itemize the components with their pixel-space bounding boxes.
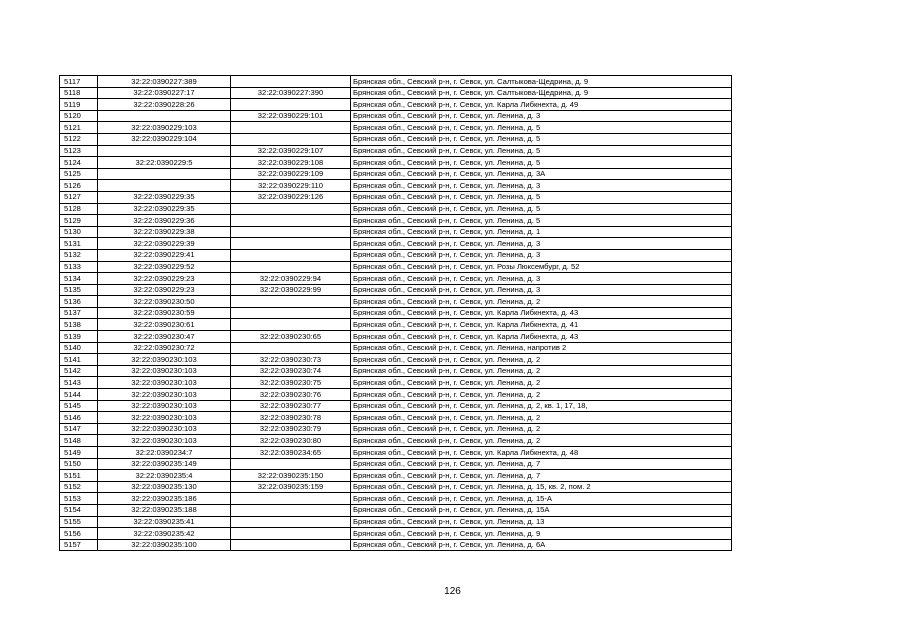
- table-row: [60, 447, 732, 459]
- row-number-cell: 5140: [60, 342, 98, 354]
- address-cell: Брянская обл., Севский р-н, г. Севск, ул. Ленина, д. 5: [351, 145, 732, 157]
- address-cell: Брянская обл., Севский р-н, г. Севск, ул. Ленина, д. 3: [351, 273, 732, 285]
- address-cell: Брянская обл., Севский р-н, г. Севск, ул. Ленина, д. 3: [351, 249, 732, 261]
- table-row: [60, 226, 732, 238]
- registry-table: [59, 75, 732, 551]
- row-number-cell: 5136: [60, 296, 98, 308]
- row-number-cell: 5151: [60, 470, 98, 482]
- row-number-cell: 5128: [60, 203, 98, 215]
- related-cadastral-number-cell: [231, 215, 351, 227]
- row-number-cell: 5146: [60, 412, 98, 424]
- related-cadastral-number-cell: [231, 342, 351, 354]
- cadastral-number-cell: 32:22:0390235:100: [98, 539, 231, 551]
- row-number-cell: 5135: [60, 284, 98, 296]
- related-cadastral-number-cell: [231, 261, 351, 273]
- cadastral-number-cell: 32:22:0390230:103: [98, 365, 231, 377]
- address-cell: Брянская обл., Севский р-н, г. Севск, ул. Ленина, д. 3: [351, 284, 732, 296]
- related-cadastral-number-cell: 32:22:0390230:76: [231, 389, 351, 401]
- address-cell: Брянская обл., Севский р-н, г. Севск, ул. Ленина, д. 5: [351, 203, 732, 215]
- related-cadastral-number-cell: [231, 528, 351, 540]
- row-number-cell: 5134: [60, 273, 98, 285]
- table-row: [60, 377, 732, 389]
- cadastral-number-cell: 32:22:0390230:61: [98, 319, 231, 331]
- cadastral-number-cell: 32:22:0390230:103: [98, 412, 231, 424]
- address-cell: Брянская обл., Севский р-н, г. Севск, ул. Ленина, д. 2, кв. 1, 17, 18,: [351, 400, 732, 412]
- related-cadastral-number-cell: [231, 458, 351, 470]
- table-row: [60, 354, 732, 366]
- row-number-cell: 5133: [60, 261, 98, 273]
- related-cadastral-number-cell: [231, 307, 351, 319]
- address-cell: Брянская обл., Севский р-н, г. Севск, ул. Ленина, д. 3: [351, 180, 732, 192]
- address-cell: Брянская обл., Севский р-н, г. Севск, ул. Ленина, д. 3А: [351, 168, 732, 180]
- related-cadastral-number-cell: 32:22:0390235:150: [231, 470, 351, 482]
- table-row: [60, 249, 732, 261]
- related-cadastral-number-cell: [231, 76, 351, 88]
- cadastral-number-cell: 32:22:0390229:104: [98, 133, 231, 145]
- address-cell: Брянская обл., Севский р-н, г. Севск, ул. Ленина, д. 5: [351, 122, 732, 134]
- row-number-cell: 5130: [60, 226, 98, 238]
- cadastral-number-cell: 32:22:0390230:103: [98, 354, 231, 366]
- address-cell: Брянская обл., Севский р-н, г. Севск, ул. Ленина, д. 3: [351, 110, 732, 122]
- address-cell: Брянская обл., Севский р-н, г. Севск, ул. Ленина, д. 15, кв. 2, пом. 2: [351, 481, 732, 493]
- table-row: [60, 238, 732, 250]
- row-number-cell: 5125: [60, 168, 98, 180]
- cadastral-number-cell: 32:22:0390235:186: [98, 493, 231, 505]
- table-row: [60, 99, 732, 111]
- table-row: [60, 342, 732, 354]
- table-row: [60, 400, 732, 412]
- related-cadastral-number-cell: 32:22:0390230:65: [231, 331, 351, 343]
- table-row: [60, 133, 732, 145]
- cadastral-number-cell: [98, 145, 231, 157]
- cadastral-number-cell: 32:22:0390235:130: [98, 481, 231, 493]
- cadastral-number-cell: 32:22:0390235:188: [98, 504, 231, 516]
- related-cadastral-number-cell: [231, 493, 351, 505]
- cadastral-number-cell: 32:22:0390229:23: [98, 273, 231, 285]
- table-row: [60, 296, 732, 308]
- related-cadastral-number-cell: 32:22:0390230:77: [231, 400, 351, 412]
- table-row: [60, 76, 732, 88]
- cadastral-number-cell: [98, 168, 231, 180]
- table-row: [60, 528, 732, 540]
- row-number-cell: 5141: [60, 354, 98, 366]
- cadastral-number-cell: 32:22:0390235:4: [98, 470, 231, 482]
- row-number-cell: 5119: [60, 99, 98, 111]
- cadastral-number-cell: 32:22:0390229:52: [98, 261, 231, 273]
- related-cadastral-number-cell: 32:22:0390229:107: [231, 145, 351, 157]
- related-cadastral-number-cell: 32:22:0390229:110: [231, 180, 351, 192]
- cadastral-number-cell: 32:22:0390235:149: [98, 458, 231, 470]
- cadastral-number-cell: 32:22:0390230:103: [98, 423, 231, 435]
- table-row: [60, 470, 732, 482]
- row-number-cell: 5149: [60, 447, 98, 459]
- table-row: [60, 122, 732, 134]
- table-row: [60, 319, 732, 331]
- row-number-cell: 5152: [60, 481, 98, 493]
- row-number-cell: 5117: [60, 76, 98, 88]
- row-number-cell: 5127: [60, 191, 98, 203]
- row-number-cell: 5154: [60, 504, 98, 516]
- row-number-cell: 5120: [60, 110, 98, 122]
- cadastral-number-cell: 32:22:0390230:103: [98, 435, 231, 447]
- related-cadastral-number-cell: [231, 319, 351, 331]
- address-cell: Брянская обл., Севский р-н, г. Севск, ул. Ленина, д. 5: [351, 133, 732, 145]
- cadastral-number-cell: 32:22:0390229:23: [98, 284, 231, 296]
- address-cell: Брянская обл., Севский р-н, г. Севск, ул. Ленина, напротив 2: [351, 342, 732, 354]
- address-cell: Брянская обл., Севский р-н, г. Севск, ул. Ленина, д. 1: [351, 226, 732, 238]
- related-cadastral-number-cell: 32:22:0390234:65: [231, 447, 351, 459]
- address-cell: Брянская обл., Севский р-н, г. Севск, ул. Салтыкова-Щедрина, д. 9: [351, 76, 732, 88]
- row-number-cell: 5142: [60, 365, 98, 377]
- page-number: 126: [444, 586, 461, 597]
- related-cadastral-number-cell: 32:22:0390229:108: [231, 157, 351, 169]
- cadastral-number-cell: 32:22:0390230:103: [98, 400, 231, 412]
- cadastral-number-cell: 32:22:0390229:39: [98, 238, 231, 250]
- cadastral-number-cell: 32:22:0390235:41: [98, 516, 231, 528]
- table-row: [60, 539, 732, 551]
- related-cadastral-number-cell: [231, 226, 351, 238]
- row-number-cell: 5123: [60, 145, 98, 157]
- table-row: [60, 180, 732, 192]
- row-number-cell: 5129: [60, 215, 98, 227]
- address-cell: Брянская обл., Севский р-н, г. Севск, ул. Ленина, д. 2: [351, 412, 732, 424]
- cadastral-number-cell: 32:22:0390229:5: [98, 157, 231, 169]
- related-cadastral-number-cell: 32:22:0390230:73: [231, 354, 351, 366]
- address-cell: Брянская обл., Севский р-н, г. Севск, ул. Розы Люксембург, д. 52: [351, 261, 732, 273]
- table-row: [60, 215, 732, 227]
- row-number-cell: 5153: [60, 493, 98, 505]
- cadastral-number-cell: 32:22:0390228:26: [98, 99, 231, 111]
- cadastral-number-cell: 32:22:0390227:17: [98, 87, 231, 99]
- table-row: [60, 481, 732, 493]
- related-cadastral-number-cell: [231, 238, 351, 250]
- row-number-cell: 5122: [60, 133, 98, 145]
- address-cell: Брянская обл., Севский р-н, г. Севск, ул. Ленина, д. 5: [351, 215, 732, 227]
- cadastral-number-cell: 32:22:0390229:35: [98, 203, 231, 215]
- related-cadastral-number-cell: [231, 203, 351, 215]
- address-cell: Брянская обл., Севский р-н, г. Севск, ул. Ленина, д. 15-А: [351, 493, 732, 505]
- address-cell: Брянская обл., Севский р-н, г. Севск, ул. Карла Либкнехта, д. 43: [351, 331, 732, 343]
- address-cell: Брянская обл., Севский р-н, г. Севск, ул. Ленина, д. 2: [351, 423, 732, 435]
- table-row: [60, 273, 732, 285]
- related-cadastral-number-cell: 32:22:0390227:390: [231, 87, 351, 99]
- row-number-cell: 5124: [60, 157, 98, 169]
- row-number-cell: 5147: [60, 423, 98, 435]
- address-cell: Брянская обл., Севский р-н, г. Севск, ул. Ленина, д. 2: [351, 377, 732, 389]
- row-number-cell: 5155: [60, 516, 98, 528]
- address-cell: Брянская обл., Севский р-н, г. Севск, ул. Ленина, д. 3: [351, 238, 732, 250]
- table-row: [60, 412, 732, 424]
- cadastral-number-cell: 32:22:0390229:38: [98, 226, 231, 238]
- table-row: [60, 493, 732, 505]
- cadastral-number-cell: 32:22:0390227:389: [98, 76, 231, 88]
- row-number-cell: 5138: [60, 319, 98, 331]
- table-row: [60, 110, 732, 122]
- row-number-cell: 5139: [60, 331, 98, 343]
- address-cell: Брянская обл., Севский р-н, г. Севск, ул. Ленина, д. 2: [351, 354, 732, 366]
- related-cadastral-number-cell: 32:22:0390229:99: [231, 284, 351, 296]
- registry-table-body: [60, 76, 732, 551]
- related-cadastral-number-cell: 32:22:0390229:126: [231, 191, 351, 203]
- cadastral-number-cell: 32:22:0390229:41: [98, 249, 231, 261]
- related-cadastral-number-cell: 32:22:0390235:159: [231, 481, 351, 493]
- address-cell: Брянская обл., Севский р-н, г. Севск, ул. Карла Либкнехта, д. 43: [351, 307, 732, 319]
- related-cadastral-number-cell: [231, 249, 351, 261]
- row-number-cell: 5144: [60, 389, 98, 401]
- cadastral-number-cell: 32:22:0390230:47: [98, 331, 231, 343]
- row-number-cell: 5143: [60, 377, 98, 389]
- address-cell: Брянская обл., Севский р-н, г. Севск, ул. Ленина, д. 7: [351, 470, 732, 482]
- cadastral-number-cell: 32:22:0390229:103: [98, 122, 231, 134]
- address-cell: Брянская обл., Севский р-н, г. Севск, ул. Салтыкова-Щедрина, д. 9: [351, 87, 732, 99]
- cadastral-number-cell: 32:22:0390229:36: [98, 215, 231, 227]
- row-number-cell: 5118: [60, 87, 98, 99]
- related-cadastral-number-cell: 32:22:0390230:75: [231, 377, 351, 389]
- address-cell: Брянская обл., Севский р-н, г. Севск, ул. Ленина, д. 2: [351, 389, 732, 401]
- table-row: [60, 145, 732, 157]
- cadastral-number-cell: 32:22:0390230:50: [98, 296, 231, 308]
- table-row: [60, 191, 732, 203]
- address-cell: Брянская обл., Севский р-н, г. Севск, ул. Ленина, д. 5: [351, 191, 732, 203]
- cadastral-number-cell: 32:22:0390235:42: [98, 528, 231, 540]
- related-cadastral-number-cell: [231, 504, 351, 516]
- table-row: [60, 331, 732, 343]
- related-cadastral-number-cell: 32:22:0390229:101: [231, 110, 351, 122]
- row-number-cell: 5157: [60, 539, 98, 551]
- table-row: [60, 389, 732, 401]
- address-cell: Брянская обл., Севский р-н, г. Севск, ул. Ленина, д. 9: [351, 528, 732, 540]
- cadastral-number-cell: 32:22:0390230:72: [98, 342, 231, 354]
- row-number-cell: 5126: [60, 180, 98, 192]
- cadastral-number-cell: [98, 110, 231, 122]
- row-number-cell: 5148: [60, 435, 98, 447]
- row-number-cell: 5156: [60, 528, 98, 540]
- related-cadastral-number-cell: [231, 539, 351, 551]
- cadastral-number-cell: 32:22:0390234:7: [98, 447, 231, 459]
- related-cadastral-number-cell: 32:22:0390230:78: [231, 412, 351, 424]
- address-cell: Брянская обл., Севский р-н, г. Севск, ул. Ленина, д. 7: [351, 458, 732, 470]
- related-cadastral-number-cell: [231, 516, 351, 528]
- related-cadastral-number-cell: 32:22:0390230:80: [231, 435, 351, 447]
- related-cadastral-number-cell: [231, 99, 351, 111]
- cadastral-number-cell: [98, 180, 231, 192]
- address-cell: Брянская обл., Севский р-н, г. Севск, ул. Карла Либкнехта, д. 41: [351, 319, 732, 331]
- table-row: [60, 365, 732, 377]
- address-cell: Брянская обл., Севский р-н, г. Севск, ул. Ленина, д. 5: [351, 157, 732, 169]
- address-cell: Брянская обл., Севский р-н, г. Севск, ул. Ленина, д. 2: [351, 435, 732, 447]
- table-row: [60, 504, 732, 516]
- related-cadastral-number-cell: 32:22:0390229:94: [231, 273, 351, 285]
- row-number-cell: 5121: [60, 122, 98, 134]
- table-row: [60, 435, 732, 447]
- row-number-cell: 5137: [60, 307, 98, 319]
- cadastral-number-cell: 32:22:0390229:35: [98, 191, 231, 203]
- row-number-cell: 5145: [60, 400, 98, 412]
- table-row: [60, 261, 732, 273]
- table-row: [60, 87, 732, 99]
- related-cadastral-number-cell: [231, 133, 351, 145]
- related-cadastral-number-cell: 32:22:0390229:109: [231, 168, 351, 180]
- related-cadastral-number-cell: [231, 122, 351, 134]
- row-number-cell: 5150: [60, 458, 98, 470]
- table-row: [60, 516, 732, 528]
- row-number-cell: 5131: [60, 238, 98, 250]
- address-cell: Брянская обл., Севский р-н, г. Севск, ул. Карла Либкнехта, д. 49: [351, 99, 732, 111]
- related-cadastral-number-cell: 32:22:0390230:74: [231, 365, 351, 377]
- table-row: [60, 458, 732, 470]
- table-row: [60, 168, 732, 180]
- address-cell: Брянская обл., Севский р-н, г. Севск, ул. Ленина, д. 2: [351, 365, 732, 377]
- table-row: [60, 203, 732, 215]
- address-cell: Брянская обл., Севский р-н, г. Севск, ул. Ленина, д. 15А: [351, 504, 732, 516]
- address-cell: Брянская обл., Севский р-н, г. Севск, ул. Ленина, д. 2: [351, 296, 732, 308]
- address-cell: Брянская обл., Севский р-н, г. Севск, ул. Карла Либкнехта, д. 48: [351, 447, 732, 459]
- cadastral-number-cell: 32:22:0390230:103: [98, 377, 231, 389]
- row-number-cell: 5132: [60, 249, 98, 261]
- cadastral-number-cell: 32:22:0390230:59: [98, 307, 231, 319]
- address-cell: Брянская обл., Севский р-н, г. Севск, ул. Ленина, д. 6А: [351, 539, 732, 551]
- cadastral-number-cell: 32:22:0390230:103: [98, 389, 231, 401]
- table-row: [60, 157, 732, 169]
- related-cadastral-number-cell: 32:22:0390230:79: [231, 423, 351, 435]
- table-row: [60, 423, 732, 435]
- related-cadastral-number-cell: [231, 296, 351, 308]
- table-row: [60, 307, 732, 319]
- address-cell: Брянская обл., Севский р-н, г. Севск, ул. Ленина, д. 13: [351, 516, 732, 528]
- table-row: [60, 284, 732, 296]
